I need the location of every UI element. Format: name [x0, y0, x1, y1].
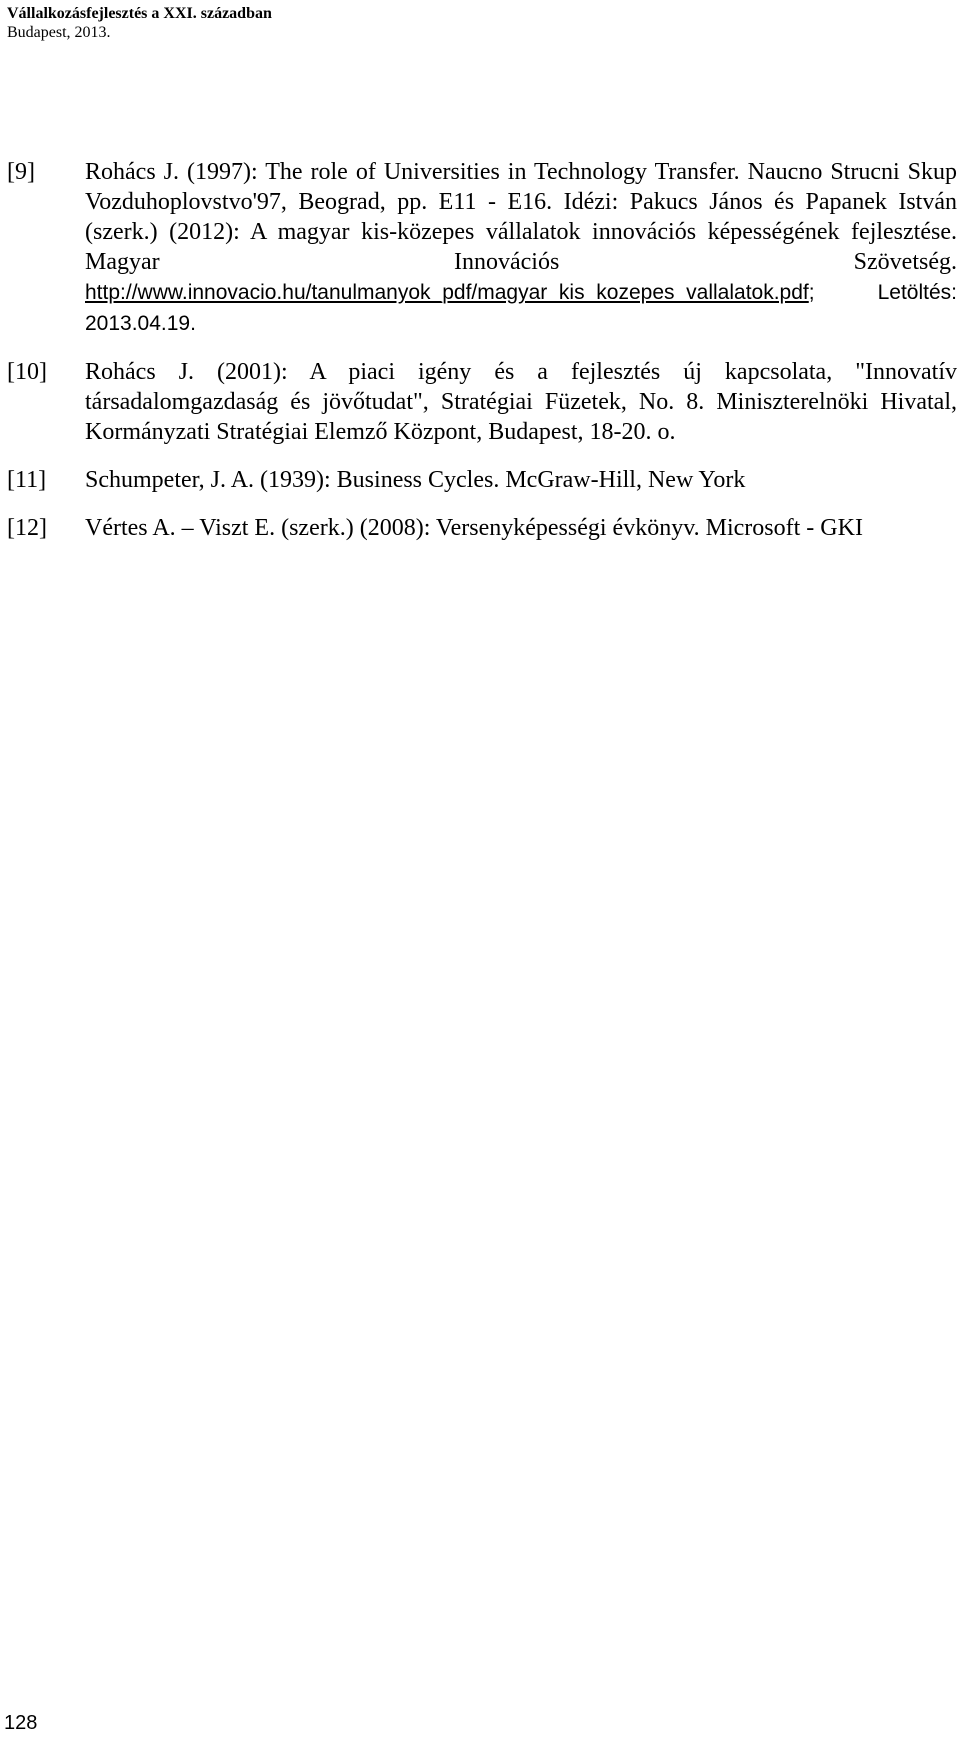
reference-item-11 — [7, 465, 957, 495]
reference-url-link[interactable]: http://www.innovacio.hu/tanulmanyok_pdf/magyar_kis_kozepes_vallalatok.pdf — [85, 281, 809, 304]
reference-label: [9] — [7, 159, 35, 185]
reference-download-date: ; Letöltés: 2013.04.19. — [85, 281, 957, 335]
reference-label: [11] — [7, 467, 47, 493]
reference-item-10 — [7, 357, 957, 447]
page-number: 128 — [4, 1712, 38, 1734]
header-subtitle: Budapest, 2013. — [7, 24, 111, 41]
reference-list — [7, 157, 957, 561]
reference-text: Vértes A. – Viszt E. (szerk.) (2008): Versenyképességi évkönyv. Microsoft - GKI — [85, 515, 863, 541]
header-title: Vállalkozásfejlesztés a XXI. században — [7, 5, 272, 22]
reference-item-12 — [7, 513, 957, 543]
reference-text: Rohács J. (2001): A piaci igény és a fejlesztés új kapcsolata, "Innovatív társadalomgazdaság és jövőtudat", Stratégiai Füzetek, No. 8. Miniszterelnöki Hivatal, Kormányzati Stratégiai Elemző Központ, Budapest, 18-20. o. — [85, 359, 957, 445]
reference-text: Schumpeter, J. A. (1939): Business Cycles. McGraw-Hill, New York — [85, 467, 746, 493]
reference-label: [12] — [7, 515, 47, 541]
running-header — [7, 4, 272, 42]
reference-label: [10] — [7, 359, 47, 385]
reference-item-9 — [7, 157, 957, 339]
reference-text — [85, 157, 957, 339]
reference-body: Rohács J. (1997): The role of Universities in Technology Transfer. Naucno Strucni Skup Vozduhoplovstvo'97, Beograd, pp. E11 - E16. Idézi: Pakucs János és Papanek István (szerk.) (2012): A magyar kis-közepes vállalatok innovációs képességének fejlesztése. Magyar Innovációs Szövetség. — [85, 159, 957, 275]
